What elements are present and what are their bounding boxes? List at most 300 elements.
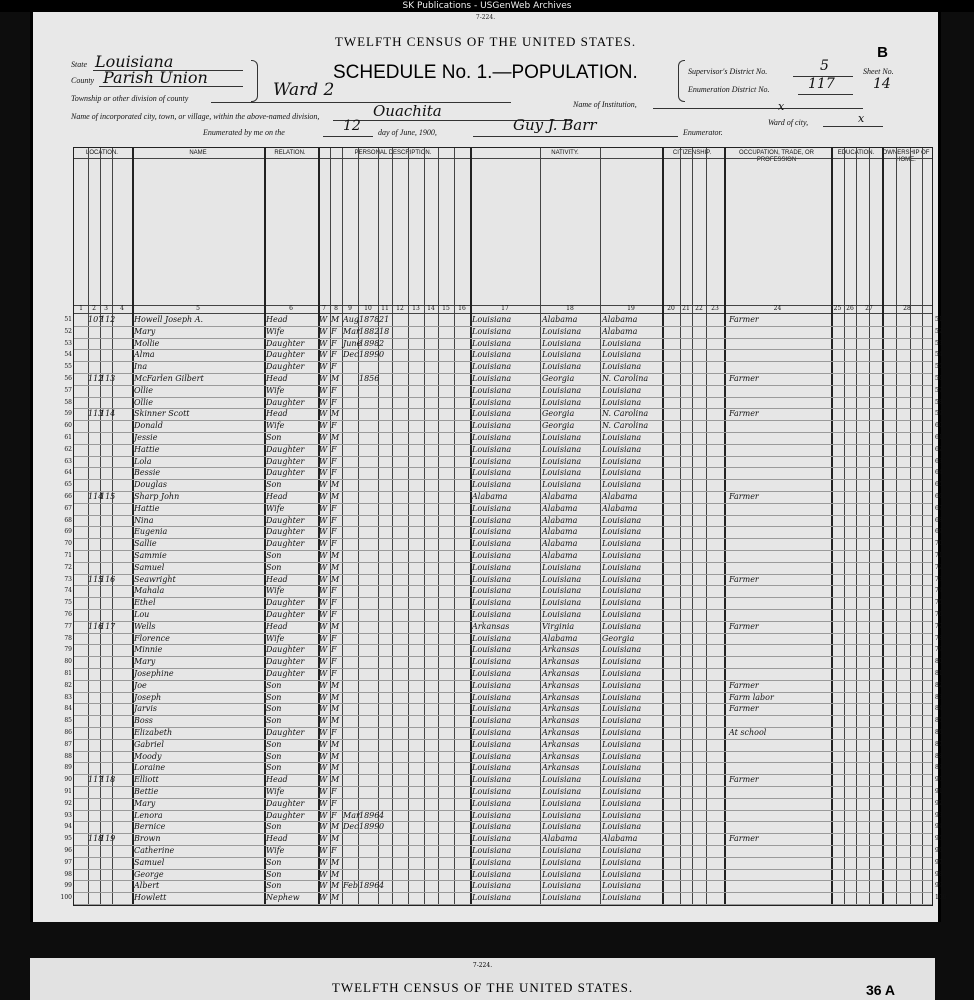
cell-sex: F [331, 385, 337, 395]
cell-color: W [319, 822, 328, 832]
cell-color: W [319, 680, 328, 690]
cell-bp: Louisiana [472, 657, 512, 667]
line-number-right: 55 [935, 363, 943, 371]
cell-month: June [343, 338, 362, 348]
supervisor-label: Supervisor's District No. [688, 67, 768, 76]
cell-bp: Alabama [472, 492, 508, 501]
line-number: 53 [64, 339, 72, 347]
cell-bpf: Louisiana [542, 562, 582, 572]
next-form-number: 7-224. [472, 962, 493, 969]
cell-name: Hattie [134, 503, 160, 513]
line-number: 95 [64, 835, 72, 843]
cell-bp: Louisiana [472, 716, 512, 726]
cell-bpf: Louisiana [542, 574, 582, 584]
cell-bpf: Arkansas [542, 716, 580, 726]
cell-year: 1899 [359, 822, 380, 832]
line-number: 81 [64, 670, 72, 677]
incorporated-value: Ouachita [373, 102, 442, 120]
cell-color: W [319, 610, 328, 619]
cell-bp: Louisiana [472, 409, 512, 419]
cell-sex: M [331, 621, 340, 631]
cell-bp: Louisiana [472, 350, 512, 360]
cell-rel: Wife [266, 846, 285, 855]
cell-bpm: Louisiana [602, 350, 642, 360]
cell-name: Minnie [134, 645, 163, 655]
cell-name: Nina [134, 515, 154, 525]
cell-bp: Louisiana [472, 822, 512, 832]
cell-bp: Louisiana [472, 810, 512, 820]
cell-bpm: Louisiana [602, 751, 642, 761]
cell-color: W [319, 539, 328, 549]
line-number: 52 [64, 327, 72, 335]
cell-color: W [319, 881, 328, 891]
cell-sex: M [331, 869, 340, 879]
cell-dwell: 112 [88, 374, 104, 383]
cell-bpf: Alabama [542, 834, 578, 844]
ward-value: x [858, 112, 865, 125]
cell-occ: Farmer [729, 315, 759, 324]
column-number: 12 [396, 305, 404, 312]
cell-bp: Louisiana [472, 728, 512, 737]
column-number: 8 [334, 305, 338, 312]
cell-sex: M [331, 409, 340, 419]
next-title: TWELFTH CENSUS OF THE UNITED STATES. [331, 980, 634, 995]
cell-occ: At school [729, 728, 767, 737]
brace-left [251, 60, 258, 102]
cell-age: 21 [379, 315, 390, 324]
cell-bpf: Alabama [542, 315, 578, 324]
cell-bpm: Louisiana [602, 621, 642, 631]
cell-color: W [319, 350, 328, 360]
cell-color: W [319, 338, 328, 348]
cell-bp: Louisiana [472, 610, 512, 619]
cell-sex: F [331, 527, 337, 537]
cell-rel: Son [266, 739, 282, 749]
cell-sex: M [331, 574, 340, 584]
cell-bp: Louisiana [472, 315, 512, 324]
cell-color: W [319, 586, 328, 596]
cell-name: Florence [134, 633, 170, 643]
header-occupation: OCCUPATION, TRADE, OR PROFESSION [738, 150, 814, 163]
cell-bpf: Georgia [542, 374, 575, 383]
line-number: 83 [64, 693, 72, 701]
cell-bpm: Louisiana [602, 397, 642, 407]
cell-bp: Louisiana [472, 857, 512, 867]
cell-name: Bettie [134, 787, 159, 796]
column-number: 1 [79, 305, 83, 312]
cell-name: Ollie [134, 385, 153, 395]
sheet-no-label: Sheet No. [863, 67, 894, 76]
cell-rel: Daughter [266, 397, 305, 407]
cell-sex: F [331, 787, 337, 796]
line-number: 59 [64, 410, 72, 418]
cell-color: W [319, 645, 328, 655]
cell-name: Sammie [134, 551, 167, 560]
cell-name: Eugenia [134, 527, 168, 537]
cell-sex: F [331, 586, 337, 596]
cell-month: Dec [343, 350, 359, 360]
cell-color: W [319, 716, 328, 726]
cell-bpm: Louisiana [602, 527, 642, 537]
cell-name: Joseph [134, 692, 162, 702]
township-value: Ward 2 [273, 80, 335, 100]
cell-sex: M [331, 680, 340, 690]
cell-color: W [319, 751, 328, 761]
line-number: 73 [64, 575, 72, 583]
cell-age: 4 [379, 881, 385, 891]
cell-bp: Louisiana [472, 586, 512, 596]
cell-name: Brown [134, 834, 161, 844]
cell-color: W [319, 374, 328, 383]
line-number: 89 [64, 764, 72, 772]
form-number: 7-224. [475, 14, 496, 21]
cell-rel: Daughter [266, 350, 305, 360]
cell-sex: F [331, 846, 337, 855]
cell-name: Ina [134, 362, 148, 372]
cell-sex: M [331, 492, 340, 501]
line-number: 97 [64, 858, 72, 866]
cell-bpf: Alabama [542, 551, 578, 560]
cell-fam: 112 [100, 315, 116, 324]
cell-color: W [319, 657, 328, 667]
cell-name: Elizabeth [134, 728, 173, 737]
cell-bpm: Louisiana [602, 846, 642, 855]
cell-bpm: Louisiana [602, 881, 642, 891]
cell-bpf: Louisiana [542, 846, 582, 855]
line-number-right: 57 [935, 386, 943, 394]
cell-rel: Son [266, 881, 282, 891]
cell-month: Mar [343, 326, 360, 336]
cell-bpf: Alabama [542, 503, 578, 513]
cell-color: W [319, 326, 328, 336]
cell-sex: F [331, 810, 337, 820]
cell-name: Mahala [134, 586, 165, 596]
cell-year: 1899 [359, 350, 380, 360]
cell-name: Jessie [134, 433, 158, 442]
cell-bpm: Alabama [602, 503, 638, 513]
line-number-right: 79 [935, 646, 943, 654]
line-number: 70 [64, 540, 72, 548]
cell-rel: Son [266, 857, 282, 867]
cell-bpm: Louisiana [602, 610, 642, 619]
line-number-right: 70 [935, 540, 943, 548]
county-label: County [71, 76, 95, 85]
cell-rel: Daughter [266, 539, 305, 549]
cell-fam: 115 [100, 492, 116, 501]
cell-color: W [319, 574, 328, 584]
cell-sex: F [331, 397, 337, 407]
column-number: 25 [833, 305, 842, 312]
cell-sex: M [331, 704, 340, 714]
cell-occ: Farmer [729, 374, 759, 383]
cell-bpf: Alabama [542, 633, 578, 643]
cell-color: W [319, 810, 328, 820]
cell-color: W [319, 704, 328, 714]
cell-sex: M [331, 881, 340, 891]
column-number: 14 [427, 305, 435, 312]
cell-dwell: 115 [88, 574, 104, 584]
cell-bpf: Alabama [542, 539, 578, 549]
column-number: 4 [120, 305, 124, 312]
cell-bp: Arkansas [472, 621, 510, 631]
cell-rel: Daughter [266, 444, 305, 454]
township-label: Township or other division of county [71, 94, 189, 103]
line-number-right: 73 [935, 575, 943, 583]
cell-name: Howell Joseph A. [134, 315, 204, 324]
line-number: 88 [64, 752, 72, 760]
cell-color: W [319, 492, 328, 501]
line-number-right: 61 [935, 434, 943, 441]
line-number-right: 83 [935, 693, 943, 701]
cell-name: Joe [134, 680, 147, 690]
line-number-right: 51 [935, 316, 943, 323]
cell-sex: F [331, 444, 337, 454]
cell-bpm: Louisiana [602, 728, 642, 737]
cell-bp: Louisiana [472, 775, 512, 785]
cell-bp: Louisiana [472, 338, 512, 348]
cell-sex: M [331, 763, 340, 773]
cell-bp: Louisiana [472, 574, 512, 584]
line-number: 62 [64, 445, 72, 453]
cell-bpm: Louisiana [602, 669, 642, 678]
line-number-right: 65 [935, 481, 943, 489]
line-number: 66 [64, 493, 72, 500]
cell-rel: Daughter [266, 362, 305, 372]
cell-bpm: Louisiana [602, 444, 642, 454]
cell-bpm: Louisiana [602, 645, 642, 655]
line-number: 63 [64, 457, 72, 465]
cell-name: Gabriel [134, 739, 164, 749]
line-number: 69 [64, 528, 72, 536]
cell-rel: Head [266, 834, 288, 844]
cell-name: Albert [134, 881, 160, 891]
cell-fam: 118 [100, 775, 116, 785]
column-number: 11 [381, 305, 389, 312]
cell-bpf: Arkansas [542, 728, 580, 737]
cell-rel: Daughter [266, 810, 305, 820]
line-number-right: 62 [935, 445, 943, 453]
cell-color: W [319, 409, 328, 419]
cell-rel: Son [266, 680, 282, 690]
line-number-right: 74 [935, 587, 943, 595]
cell-bpf: Louisiana [542, 822, 582, 832]
cell-rel: Son [266, 433, 282, 442]
cell-bp: Louisiana [472, 763, 512, 773]
cell-name: Sallie [134, 539, 157, 549]
line-number-right: 56 [935, 375, 943, 382]
line-number: 93 [64, 811, 72, 819]
cell-occ: Farm labor [729, 692, 774, 702]
cell-name: Alma [134, 350, 155, 360]
enumerated-day: 12 [343, 118, 361, 134]
cell-rel: Daughter [266, 657, 305, 667]
cell-bpf: Louisiana [542, 338, 582, 348]
cell-bpm: Louisiana [602, 739, 642, 749]
cell-bp: Louisiana [472, 633, 512, 643]
cell-sex: M [331, 315, 340, 324]
cell-sex: M [331, 716, 340, 726]
line-number-right: 77 [935, 622, 943, 630]
cell-rel: Head [266, 574, 288, 584]
cell-bpf: Louisiana [542, 598, 582, 608]
cell-color: W [319, 397, 328, 407]
cell-occ: Farmer [729, 409, 759, 419]
line-number: 100 [60, 894, 72, 902]
cell-dwell: 117 [88, 775, 104, 785]
cell-sex: M [331, 551, 340, 560]
cell-rel: Wife [266, 633, 285, 643]
cell-color: W [319, 527, 328, 537]
cell-bpf: Louisiana [542, 397, 582, 407]
cell-bpf: Arkansas [542, 763, 580, 773]
cell-dwell: 107 [88, 315, 104, 324]
cell-bp: Louisiana [472, 527, 512, 537]
cell-age: 4 [379, 810, 385, 820]
cell-color: W [319, 433, 328, 442]
cell-color: W [319, 846, 328, 855]
column-number: 6 [289, 305, 293, 312]
cell-occ: Farmer [729, 574, 759, 584]
line-number-right: 63 [935, 457, 943, 465]
header-location: LOCATION. [86, 150, 118, 156]
line-number-right: 82 [935, 681, 943, 689]
cell-color: W [319, 562, 328, 572]
line-number: 90 [64, 776, 72, 784]
line-number-right: 84 [935, 705, 943, 713]
line-number-right: 87 [935, 740, 943, 748]
column-number: 7 [322, 305, 326, 312]
cell-rel: Daughter [266, 610, 305, 619]
cell-bpm: Louisiana [602, 456, 642, 466]
header-education: EDUCATION. [837, 150, 875, 156]
cell-year: 1896 [359, 810, 380, 820]
cell-name: Seawright [134, 574, 176, 584]
line-number: 87 [64, 740, 72, 748]
cell-name: Donald [134, 421, 163, 431]
cell-bpf: Louisiana [542, 385, 582, 395]
cell-name: Bernice [134, 822, 166, 832]
cell-bpf: Alabama [542, 492, 578, 501]
cell-name: Mary [134, 657, 156, 667]
cell-occ: Farmer [729, 704, 759, 714]
header-relation: RELATION. [274, 150, 306, 156]
enumerated-label: Enumerated by me on the [203, 128, 285, 137]
cell-bpm: N. Carolina [602, 409, 649, 419]
cell-sex: F [331, 657, 337, 667]
cell-sex: F [331, 503, 337, 513]
cell-bp: Louisiana [472, 869, 512, 879]
cell-bpf: Louisiana [542, 362, 582, 372]
cell-occ: Farmer [729, 621, 759, 631]
column-number: 27 [865, 305, 873, 312]
cell-fam: 117 [100, 621, 116, 631]
cell-bpf: Arkansas [542, 692, 580, 702]
line-number: 85 [64, 717, 72, 725]
cell-bp: Louisiana [472, 645, 512, 655]
cell-bpm: Louisiana [602, 763, 642, 773]
line-number: 91 [64, 788, 72, 795]
cell-name: Lenora [134, 810, 163, 820]
cell-bpf: Arkansas [542, 680, 580, 690]
cell-bpf: Alabama [542, 527, 578, 537]
cell-bpf: Louisiana [542, 586, 582, 596]
cell-sex: M [331, 834, 340, 844]
cell-color: W [319, 315, 328, 324]
cell-sex: F [331, 610, 337, 619]
cell-bpm: Alabama [602, 834, 638, 844]
cell-bpf: Arkansas [542, 657, 580, 667]
cell-name: Mary [134, 798, 156, 808]
line-number: 54 [64, 351, 72, 359]
cell-color: W [319, 787, 328, 796]
cell-occ: Farmer [729, 834, 759, 844]
cell-rel: Daughter [266, 456, 305, 466]
cell-bpm: Alabama [602, 326, 638, 336]
cell-rel: Daughter [266, 468, 305, 478]
header-nativity: NATIVITY. [551, 150, 579, 156]
header-personal: PERSONAL DESCRIPTION. [354, 150, 432, 156]
column-number: 22 [695, 305, 703, 312]
cell-bpf: Louisiana [542, 433, 582, 442]
cell-bpm: Louisiana [602, 586, 642, 596]
cell-bpf: Louisiana [542, 444, 582, 454]
cell-sex: M [331, 739, 340, 749]
cell-color: W [319, 763, 328, 773]
cell-name: Josephine [134, 669, 174, 678]
cell-occ: Farmer [729, 775, 759, 785]
enumeration-district-value: 117 [808, 76, 835, 92]
line-number-right: 71 [935, 552, 943, 559]
line-number-right: 69 [935, 528, 943, 536]
line-number-right: 53 [935, 339, 943, 347]
line-number: 78 [64, 634, 72, 642]
cell-bp: Louisiana [472, 669, 512, 678]
cell-sex: F [331, 798, 337, 808]
cell-color: W [319, 834, 328, 844]
brace-right [678, 60, 685, 102]
line-number: 55 [64, 363, 72, 371]
cell-sex: F [331, 598, 337, 608]
cell-bpm: Alabama [602, 315, 638, 324]
cell-bpm: Louisiana [602, 480, 642, 490]
cell-bp: Louisiana [472, 846, 512, 855]
cell-bpf: Louisiana [542, 857, 582, 867]
cell-name: Lola [134, 456, 152, 466]
cell-bp: Louisiana [472, 704, 512, 714]
header-name: NAME [189, 150, 207, 156]
line-number-right: 75 [935, 599, 943, 607]
cell-name: Ethel [134, 598, 156, 608]
table-row [60, 892, 947, 905]
cell-sex: F [331, 350, 337, 360]
column-number: 26 [846, 305, 854, 312]
cell-color: W [319, 798, 328, 808]
schedule-title: SCHEDULE No. 1.—POPULATION. [333, 62, 638, 83]
supervisor-value: 5 [820, 58, 829, 74]
line-number: 67 [64, 504, 72, 512]
county-value: Parish Union [103, 68, 208, 87]
cell-rel: Head [266, 775, 288, 785]
cell-sex: M [331, 562, 340, 572]
cell-rel: Wife [266, 503, 285, 513]
cell-dwell: 118 [88, 834, 104, 844]
cell-rel: Son [266, 704, 282, 714]
cell-name: Elliott [134, 775, 159, 785]
line-number-right: 99 [935, 882, 943, 890]
cell-rel: Head [266, 374, 288, 383]
column-number: 17 [501, 305, 509, 312]
cell-color: W [319, 728, 328, 737]
